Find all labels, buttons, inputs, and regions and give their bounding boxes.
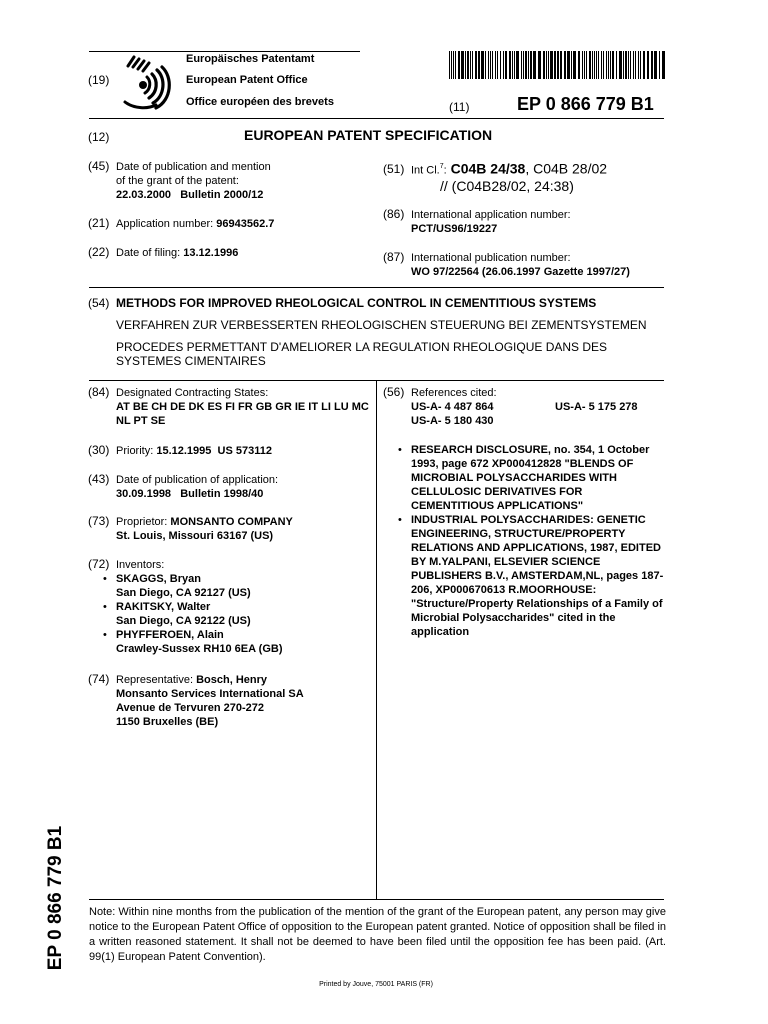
- designated-states-block: [116, 386, 370, 428]
- npl-reference-item: [398, 513, 667, 639]
- header-bottom-rule: [89, 118, 664, 119]
- title-french: PROCEDES PERMETTANT D'AMELIORER LA REGULATION RHEOLOGIQUE DANS DES SYSTEMES CIMENTAIRES: [116, 340, 608, 368]
- barcode-icon: [449, 51, 665, 79]
- inventor-address: San Diego, CA 92122 (US): [116, 615, 251, 627]
- inid-22: (22): [88, 245, 110, 259]
- application-number-label: Application number:: [116, 218, 217, 230]
- grant-publication-block: [116, 160, 356, 202]
- inid-11: (11): [449, 100, 470, 114]
- patent-reference-row: [411, 400, 667, 414]
- grant-publication-label-2: of the grant of the patent:: [116, 175, 239, 187]
- representative-name: Bosch, Henry: [196, 674, 268, 686]
- filing-date-label: Date of filing:: [116, 247, 184, 259]
- npl-reference-text: INDUSTRIAL POLYSACCHARIDES: GENETIC ENGINEERING, STRUCTURE/PROPERTY RELATIONS AND APPLICATIONS, 1987, EDITED BY M.YALPANI, ELSEVIER SCIENCE PUBLISHERS B.V., AMSTERDAM,NL, pages 187-206, XP000670613 R.MOORHOUSE: "Structure/Property Relationships of a Family of Microbial Polysaccharides" cited in the application: [411, 514, 664, 638]
- filing-date-value: 13.12.1996: [183, 247, 239, 259]
- representative-line-2: Monsanto Services International SA: [116, 688, 304, 700]
- filing-date-block: [116, 246, 238, 260]
- designated-states-label: Designated Contracting States:: [116, 387, 269, 399]
- office-name-en: European Patent Office: [186, 74, 308, 86]
- bullet-icon: •: [398, 444, 402, 456]
- priority-label: Priority:: [116, 445, 157, 457]
- application-number-value: 96943562.7: [216, 218, 275, 230]
- inid-45: (45): [88, 159, 110, 173]
- grant-publication-value: 22.03.2000 Bulletin 2000/12: [116, 189, 264, 201]
- inid-19: (19): [88, 73, 110, 87]
- inventor-item: • PHYFFEROEN, Alain Crawley-Sussex RH10 6EA (GB): [103, 629, 283, 655]
- priority-block: [116, 444, 272, 458]
- classification-label: Int Cl.: [411, 164, 440, 177]
- patent-reference: US-A- 5 175 278: [555, 401, 638, 413]
- intl-publication-value: WO 97/22564 (26.06.1997 Gazette 1997/27): [411, 266, 630, 278]
- inventors-label: Inventors:: [116, 559, 165, 571]
- intl-application-label: International application number:: [411, 209, 571, 221]
- application-publication-label: Date of publication of application:: [116, 474, 279, 486]
- inventor-item: • SKAGGS, Bryan San Diego, CA 92127 (US): [116, 572, 283, 600]
- application-number-block: [116, 217, 274, 231]
- npl-reference-item: [398, 443, 667, 513]
- bullet-icon: •: [398, 514, 402, 526]
- publication-number: EP 0 866 779 B1: [517, 94, 654, 114]
- side-publication-number: EP 0 866 779 B1: [45, 825, 66, 971]
- classification-edition: 7: [439, 163, 444, 170]
- inid-51: (51): [383, 162, 405, 176]
- column-divider: [376, 380, 377, 899]
- references-block: [411, 386, 667, 428]
- representative-label: Representative:: [116, 674, 197, 686]
- representative-line-4: 1150 Bruxelles (BE): [116, 716, 219, 728]
- note-rule: [89, 899, 664, 900]
- representative-block: [116, 673, 304, 729]
- intl-publication-block: [411, 251, 630, 279]
- inventor-item: • RAKITSKY, Walter San Diego, CA 92122 (US): [116, 600, 283, 628]
- inventors-block: [103, 558, 283, 656]
- inid-73: (73): [88, 514, 110, 528]
- representative-line-3: Avenue de Tervuren 270-272: [116, 702, 264, 714]
- intl-publication-label: International publication number:: [411, 252, 571, 264]
- inid-30: (30): [88, 443, 110, 457]
- classification-indexing: // (C04B28/02, 24:38): [440, 177, 574, 194]
- office-name-de: Europäisches Patentamt: [186, 53, 315, 65]
- classification-block: [411, 158, 671, 195]
- inventor-name: SKAGGS, Bryan: [116, 573, 201, 585]
- proprietor-block: [116, 515, 293, 543]
- priority-value: 15.12.1995 US 573112: [156, 445, 272, 457]
- inventor-name: RAKITSKY, Walter: [116, 601, 211, 613]
- inid-86: (86): [383, 207, 405, 221]
- inid-56: (56): [383, 385, 405, 399]
- application-publication-value: 30.09.1998 Bulletin 1998/40: [116, 488, 264, 500]
- inid-12: (12): [88, 130, 110, 144]
- references-label: References cited:: [411, 387, 497, 399]
- inventor-address: Crawley-Sussex RH10 6EA (GB): [116, 643, 283, 655]
- patent-reference: US-A- 5 180 430: [411, 415, 494, 427]
- npl-reference-text: RESEARCH DISCLOSURE, no. 354, 1 October 1993, page 672 XP000412828 "BLENDS OF MICROBIAL POLYSACCHARIDES WITH CELLULOSIC DERIVATIVES FOR CEMENTITIOUS APPLICATIONS": [411, 444, 650, 512]
- inventor-name: PHYFFEROEN, Alain: [116, 629, 224, 641]
- opposition-note: Note: Within nine months from the publication of the mention of the grant of the European patent, any person may give notice to the European Patent Office of opposition to the European patent granted. Notice of opposition shall be filed in a written reasoned statement. It shall not be deemed to have been filed until the opposition fee has been paid. (Art. 99(1) European Patent Convention).: [89, 906, 666, 963]
- office-name-fr: Office européen des brevets: [186, 96, 334, 108]
- inventor-address: San Diego, CA 92127 (US): [116, 587, 251, 599]
- proprietor-address: St. Louis, Missouri 63167 (US): [116, 530, 274, 542]
- intl-application-block: [411, 208, 571, 236]
- classification-main: C04B 24/38: [450, 160, 526, 177]
- printer-credit: Printed by Jouve, 75001 PARIS (FR): [319, 981, 433, 988]
- proprietor-name: MONSANTO COMPANY: [170, 516, 293, 528]
- classification-secondary: , C04B 28/02: [525, 160, 608, 177]
- inid-72: (72): [88, 557, 110, 571]
- application-publication-block: [116, 473, 278, 501]
- inid-54: (54): [88, 296, 110, 310]
- document-type-heading: EUROPEAN PATENT SPECIFICATION: [244, 127, 493, 143]
- inid-74: (74): [88, 672, 110, 686]
- title-english: METHODS FOR IMPROVED RHEOLOGICAL CONTROL IN CEMENTITIOUS SYSTEMS: [116, 296, 597, 310]
- inid-43: (43): [88, 472, 110, 486]
- grant-publication-label-1: Date of publication and mention: [116, 161, 271, 173]
- biblio-title-rule: [89, 287, 664, 288]
- inid-21: (21): [88, 216, 110, 230]
- classification-colon: :: [443, 164, 447, 177]
- npl-references-block: [398, 443, 667, 639]
- patent-reference: US-A- 4 487 864: [411, 401, 494, 413]
- epo-logo-icon: [122, 54, 172, 112]
- proprietor-label: Proprietor:: [116, 516, 171, 528]
- designated-states-value: AT BE CH DE DK ES FI FR GB GR IE IT LI LU MC NL PT SE: [116, 401, 369, 427]
- title-german: VERFAHREN ZUR VERBESSERTEN RHEOLOGISCHEN STEUERUNG BEI ZEMENTSYSTEMEN: [116, 318, 647, 332]
- inid-87: (87): [383, 250, 405, 264]
- inid-84: (84): [88, 385, 110, 399]
- patent-reference-row: [411, 414, 667, 428]
- intl-application-value: PCT/US96/19227: [411, 223, 498, 235]
